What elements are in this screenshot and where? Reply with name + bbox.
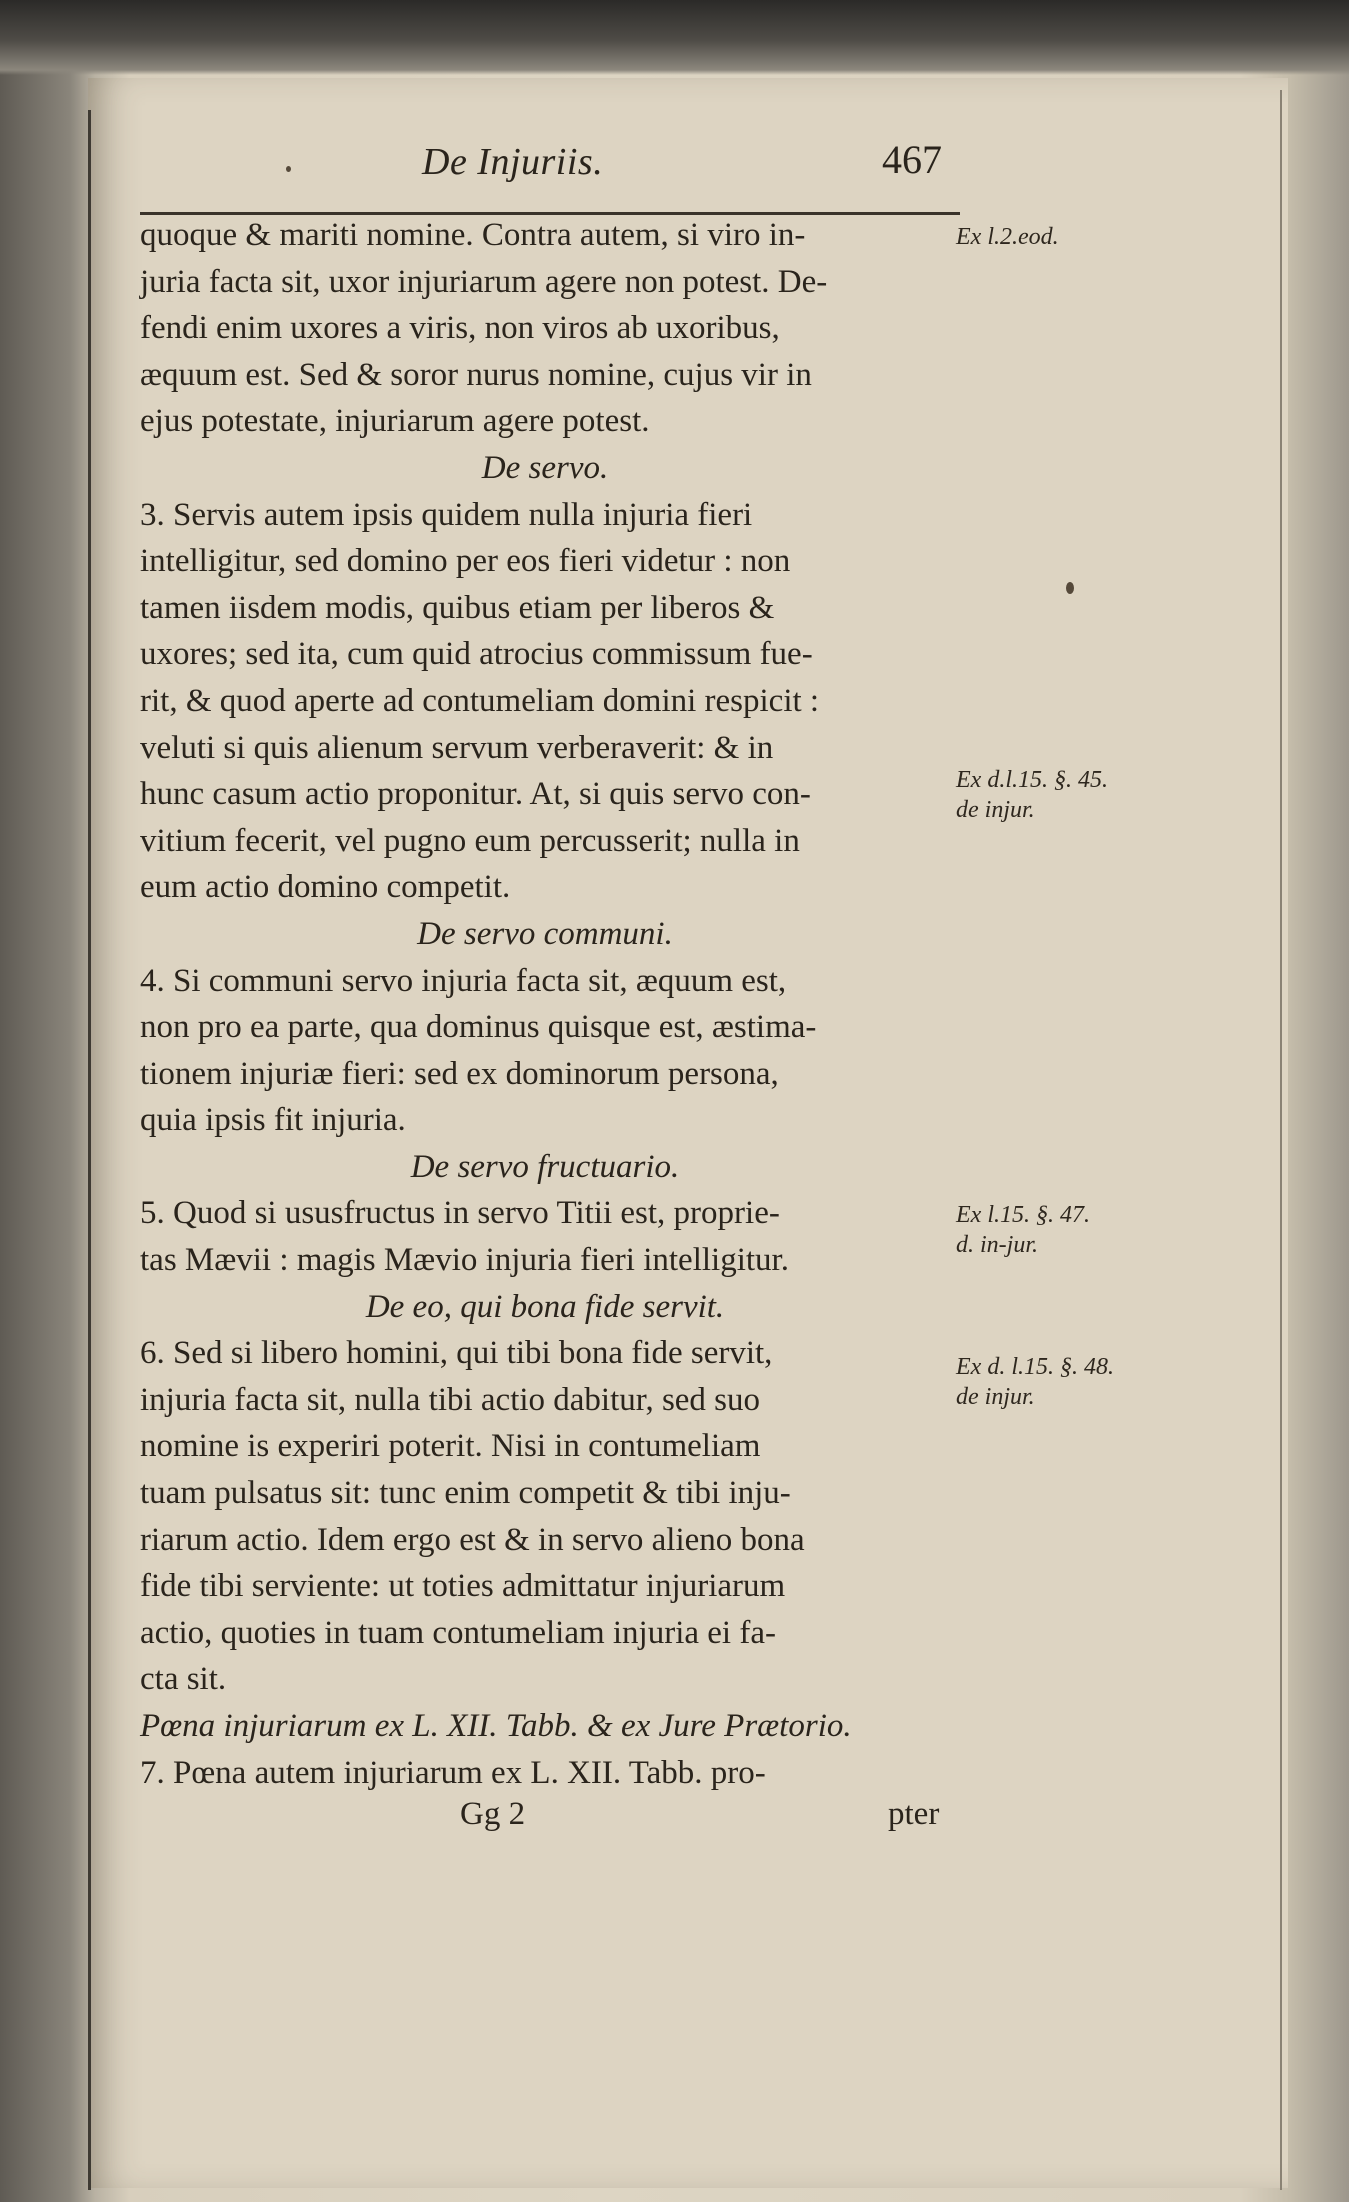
text-line: rit, & quod aperte ad contumeliam domini respicit : — [140, 682, 820, 719]
text-line: cta sit. — [140, 1661, 227, 1698]
text-line: 3. Servis autem ipsis quidem nulla injuria fieri — [140, 496, 753, 533]
section-heading-bona-fide: De eo, qui bona fide servit. — [365, 1288, 725, 1325]
text-line: tamen iisdem modis, quibus etiam per liberos & — [140, 589, 775, 626]
body-text — [140, 212, 950, 1796]
text-line: 7. Pœna autem injuriarum ex L. XII. Tabb. pro- — [140, 1754, 766, 1791]
paragraph-4 — [140, 958, 950, 1144]
page-number: 467 — [882, 137, 942, 182]
text-line: uxores; sed ita, cum quid atrocius commissum fue- — [140, 636, 813, 673]
margin-note: Ex l.15. §. 47. d. in-jur. — [956, 1202, 1090, 1258]
text-line: fendi enim uxores a viris, non viros ab uxoribus, — [140, 310, 780, 347]
text-line: ejus potestate, injuriarum agere potest. — [140, 403, 650, 440]
ink-speck — [1066, 582, 1074, 594]
text-line: quia ipsis fit injuria. — [140, 1102, 406, 1139]
text-line: quoque & mariti nomine. Contra autem, si viro in- — [140, 217, 806, 253]
scanner-top-edge — [0, 0, 1349, 75]
ink-speck — [286, 166, 291, 172]
page-footer — [140, 1796, 960, 1842]
text-line: æquum est. Sed & soror nurus nomine, cujus vir in — [140, 356, 812, 393]
paragraph-7 — [140, 1750, 950, 1797]
margin-note: Ex d.l.15. §. 45. de injur. — [956, 767, 1108, 823]
text-line: tionem injuriæ fieri: sed ex dominorum persona, — [140, 1055, 779, 1092]
section-heading-de-servo-communi: De servo communi. — [417, 915, 673, 952]
text-line: nomine is experiri poterit. Nisi in contumeliam — [140, 1428, 761, 1465]
text-line: vitium fecerit, vel pugno eum percusserit; nulla in — [140, 822, 800, 859]
signature-mark: Gg 2 — [460, 1796, 526, 1832]
page-right-edge — [1280, 90, 1282, 2190]
section-heading-poena: Pœna injuriarum ex L. XII. Tabb. & ex Jure Prætorio. — [140, 1708, 852, 1744]
section-heading-de-servo-fructuario: De servo fructuario. — [410, 1148, 680, 1185]
paragraph-6 — [140, 1330, 950, 1703]
text-line: actio, quoties in tuam contumeliam injuria ei fa- — [140, 1614, 776, 1651]
text-line: non pro ea parte, qua dominus quisque est, æstima- — [140, 1009, 817, 1046]
catchword: pter — [888, 1796, 940, 1832]
paragraph-5 — [140, 1190, 950, 1283]
text-line: 5. Quod si ususfructus in servo Titii est, proprie- — [140, 1195, 780, 1232]
text-line: 6. Sed si libero homini, qui tibi bona fide servit, — [140, 1335, 773, 1372]
page-gutter-line — [88, 110, 91, 2190]
section-heading-de-servo: De servo. — [481, 449, 609, 486]
margin-note: Ex l.2.eod. — [956, 224, 1059, 250]
paragraph-3 — [140, 492, 950, 911]
text-line: fide tibi serviente: ut toties admittatur injuriarum — [140, 1568, 786, 1605]
page-header — [140, 137, 960, 190]
margin-note: Ex d. l.15. §. 48. de injur. — [956, 1354, 1114, 1410]
text-line: 4. Si communi servo injuria facta sit, æquum est, — [140, 962, 787, 999]
text-line: riarum actio. Idem ergo est & in servo alieno bona — [140, 1521, 805, 1558]
text-line: intelligitur, sed domino per eos fieri videtur : non — [140, 543, 791, 580]
text-line: veluti si quis alienum servum verberaverit: & in — [140, 729, 774, 766]
paragraph-continuation — [140, 212, 950, 445]
text-line: eum actio domino competit. — [140, 869, 511, 906]
text-line: hunc casum actio proponitur. At, si quis servo con- — [140, 776, 811, 813]
text-line: tuam pulsatus sit: tunc enim competit & tibi inju- — [140, 1475, 791, 1512]
running-title: De Injuriis. — [422, 141, 604, 183]
text-line: juria facta sit, uxor injuriarum agere non potest. De- — [140, 263, 828, 300]
text-line: injuria facta sit, nulla tibi actio dabitur, sed suo — [140, 1381, 761, 1418]
text-line: tas Mævii : magis Mævio injuria fieri intelligitur. — [140, 1242, 789, 1279]
